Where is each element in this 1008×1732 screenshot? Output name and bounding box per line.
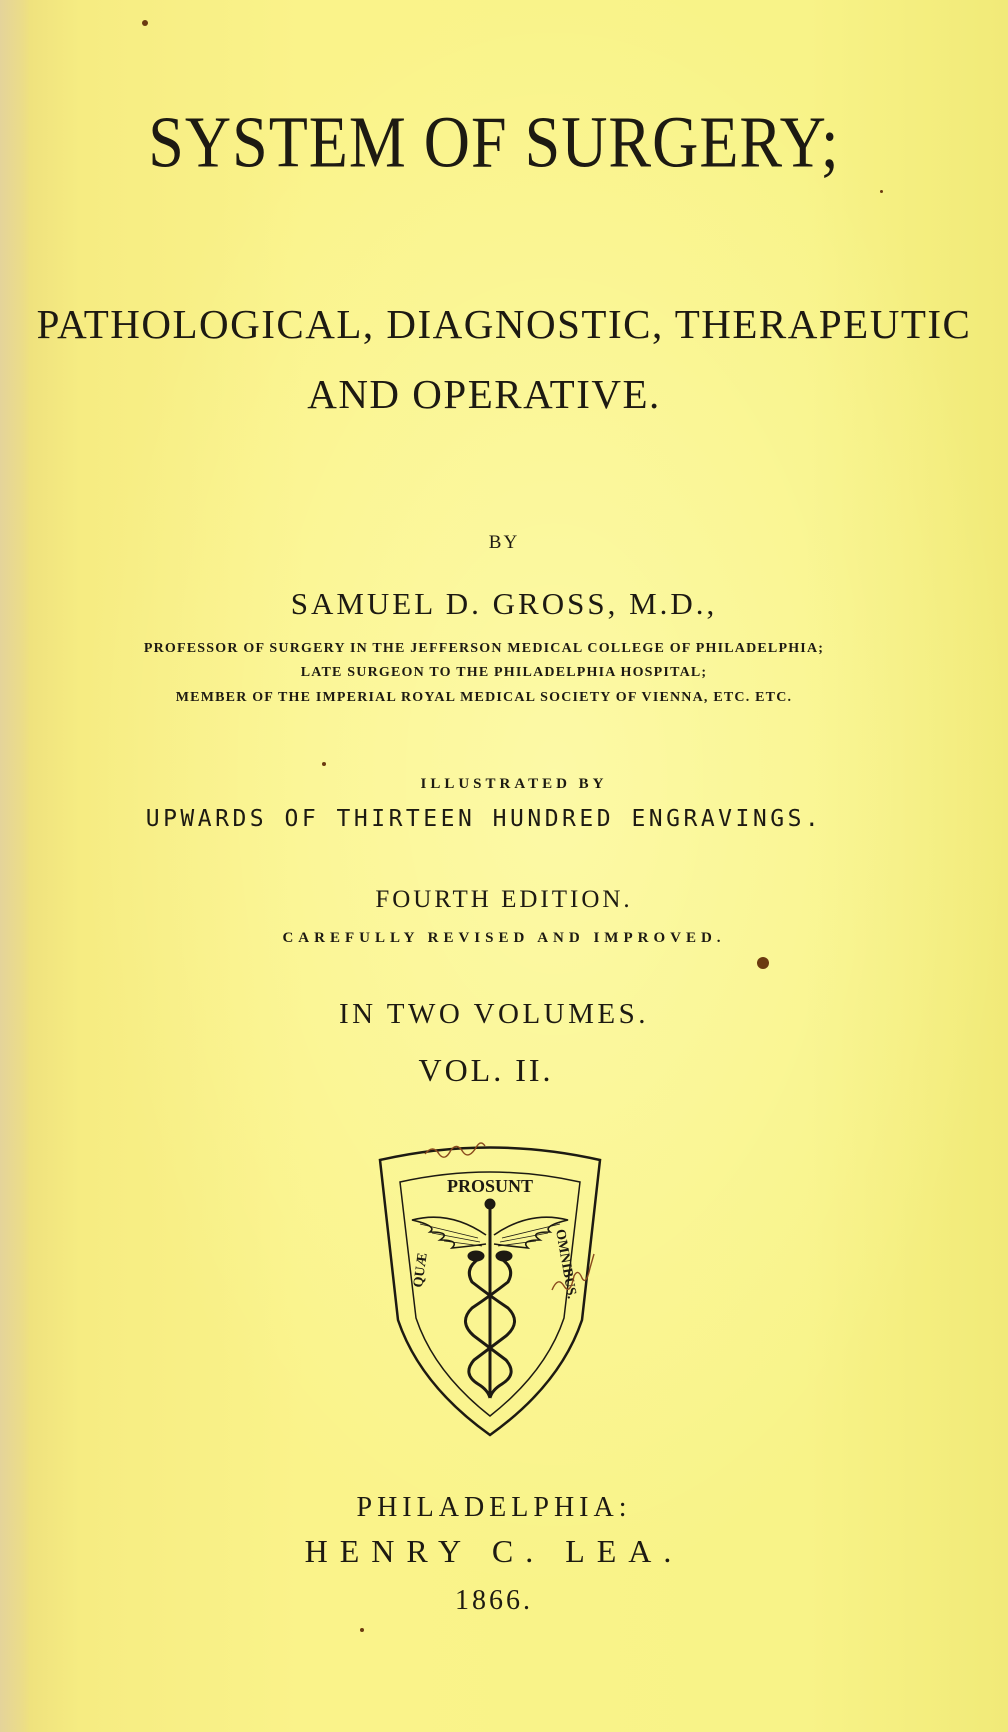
publisher-emblem (360, 1140, 620, 1440)
edition-label: FOURTH EDITION. (375, 886, 633, 913)
imprint-city: PHILADELPHIA: (356, 1492, 632, 1523)
subtitle-line-2: AND OPERATIVE. (307, 371, 661, 417)
imprint-year: 1866. (455, 1585, 533, 1616)
foxing-spot (757, 957, 769, 969)
foxing-spot (360, 1628, 364, 1632)
caduceus-icon (412, 1199, 568, 1398)
emblem-banner-top: PROSUNT (446, 1176, 534, 1196)
book-spine-shadow (0, 0, 30, 1732)
emblem-banner-right: OMNIBUS. (552, 1228, 580, 1301)
foxing-spot (142, 20, 148, 26)
foxing-spot (880, 190, 883, 193)
illustrated-by-label: ILLUSTRATED BY (420, 776, 608, 792)
foxing-spot (322, 762, 326, 766)
author-credential: PROFESSOR OF SURGERY IN THE JEFFERSON MEDICAL COLLEGE OF PHILADELPHIA; (143, 641, 825, 656)
engravings-note: UPWARDS OF THIRTEEN HUNDRED ENGRAVINGS. (145, 806, 823, 832)
volumes-note: IN TWO VOLUMES. (338, 998, 649, 1030)
by-label: BY (488, 532, 520, 553)
author-name: SAMUEL D. GROSS, M.D., (290, 586, 718, 621)
volume-number: VOL. II. (418, 1052, 554, 1088)
revision-note: CAREFULLY REVISED AND IMPROVED. (282, 930, 726, 946)
emblem-banner-left: QUÆ (411, 1251, 431, 1289)
author-credential: MEMBER OF THE IMPERIAL ROYAL MEDICAL SOCIETY OF VIENNA, ETC. ETC. (175, 690, 793, 705)
book-title: SYSTEM OF SURGERY; (148, 101, 840, 183)
subtitle-line-1: PATHOLOGICAL, DIAGNOSTIC, THERAPEUTIC (36, 301, 972, 347)
author-credential: LATE SURGEON TO THE PHILADELPHIA HOSPITAL; (300, 665, 708, 680)
imprint-publisher: HENRY C. LEA. (304, 1533, 684, 1569)
